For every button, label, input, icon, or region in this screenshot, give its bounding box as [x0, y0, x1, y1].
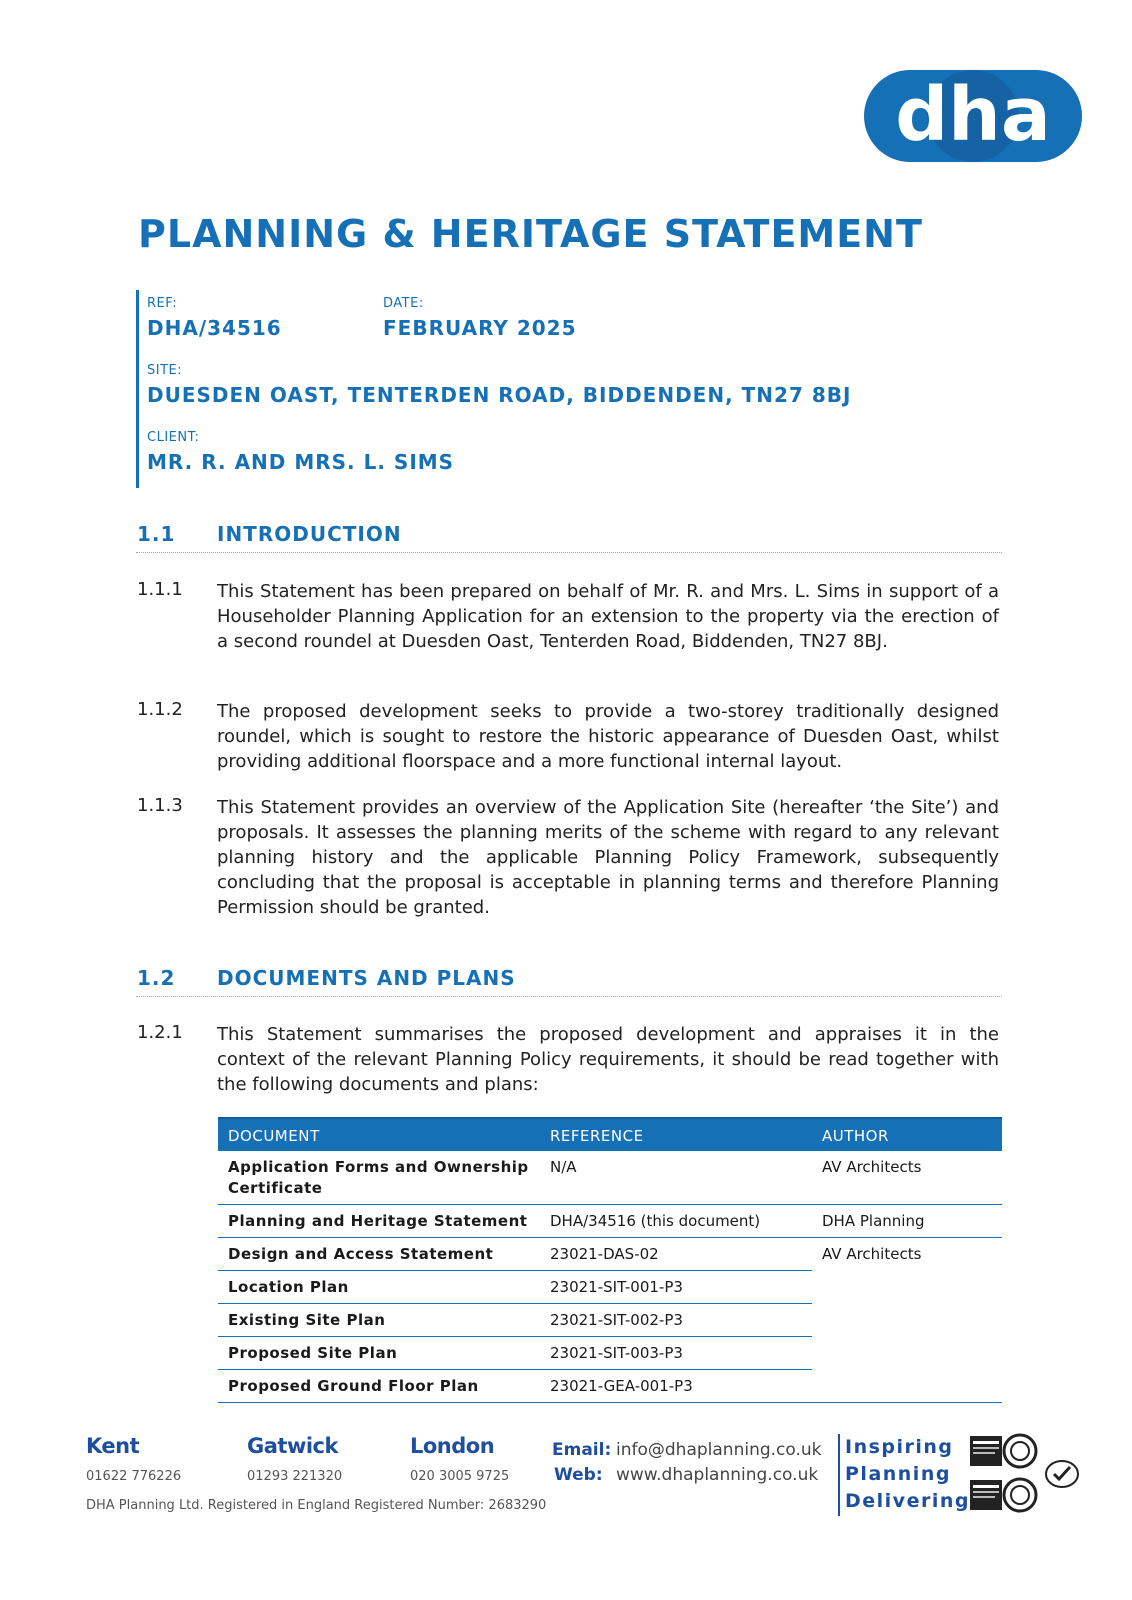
section-title: DOCUMENTS AND PLANS [217, 966, 516, 990]
column-header-author: AUTHOR [812, 1118, 1002, 1151]
ref-label: REF: [147, 296, 178, 311]
paragraph-number: 1.1.2 [137, 699, 183, 720]
document-cell: Application Forms and Ownership Certificate [218, 1151, 540, 1205]
tagline-inspiring: Inspiring [845, 1436, 954, 1458]
author-cell [812, 1304, 1002, 1337]
section-title: INTRODUCTION [217, 522, 402, 546]
paragraph-number: 1.1.3 [137, 795, 183, 816]
reference-cell: 23021-SIT-003-P3 [540, 1337, 812, 1370]
table-row [218, 1337, 1002, 1370]
date-value: FEBRUARY 2025 [383, 316, 577, 340]
office-name-kent: Kent [86, 1434, 140, 1458]
tagline-planning: Planning [845, 1463, 951, 1485]
ref-value: DHA/34516 [147, 316, 282, 340]
certification-badges-icon [970, 1432, 1080, 1516]
email-label: Email: [552, 1440, 612, 1460]
reference-cell: 23021-GEA-001-P3 [540, 1370, 812, 1403]
table-row [218, 1304, 1002, 1337]
registration-text: DHA Planning Ltd. Registered in England Registered Number: 2683290 [86, 1498, 547, 1513]
dha-logo [862, 68, 1084, 164]
author-cell: DHA Planning [812, 1205, 1002, 1238]
section-number: 1.2 [137, 966, 176, 990]
author-cell [812, 1370, 1002, 1403]
reference-cell: 23021-SIT-002-P3 [540, 1304, 812, 1337]
office-phone-gatwick: 01293 221320 [247, 1469, 343, 1484]
document-cell: Design and Access Statement [218, 1238, 540, 1271]
reference-cell: 23021-DAS-02 [540, 1238, 812, 1271]
client-label: CLIENT: [147, 430, 200, 445]
paragraph-text: The proposed development seeks to provide a two-storey traditionally designed roundel, which is sought to restore the historic appearance of Duesden Oast, whilst providing additional floorspace and a more functional internal layout. [217, 701, 999, 772]
author-cell: AV Architects [812, 1151, 1002, 1205]
author-cell [812, 1337, 1002, 1370]
paragraph-number: 1.2.1 [137, 1022, 183, 1043]
document-cell: Planning and Heritage Statement [218, 1205, 540, 1238]
tagline-delivering: Delivering [845, 1490, 970, 1512]
author-cell: AV Architects [822, 1245, 922, 1263]
web-link[interactable]: www.dhaplanning.co.uk [616, 1465, 819, 1485]
paragraph-text: This Statement provides an overview of the Application Site (hereafter ‘the Site’) and proposals. It assesses the planning merits of the scheme with regard to any relevant planning history and the applicable Planning Policy Framework, subsequently concluding that the proposal is acceptable in planning terms and therefore Planning Permission should be granted. [217, 797, 999, 918]
email-link[interactable]: info@dhaplanning.co.uk [616, 1440, 822, 1460]
document-cell: Location Plan [218, 1271, 540, 1304]
reference-cell: N/A [540, 1151, 812, 1205]
paragraph-number: 1.1.1 [137, 579, 183, 600]
table-header-row [218, 1118, 1002, 1151]
document-cell: Existing Site Plan [218, 1304, 540, 1337]
document-meta [136, 290, 1039, 488]
office-phone-kent: 01622 776226 [86, 1469, 182, 1484]
table-row [218, 1370, 1002, 1403]
author-cell [812, 1271, 1002, 1304]
section-heading-documents-and-plans [136, 962, 1002, 997]
table-row [218, 1271, 1002, 1304]
office-name-london: London [410, 1434, 495, 1458]
office-name-gatwick: Gatwick [247, 1434, 338, 1458]
document-cell: Proposed Ground Floor Plan [218, 1370, 540, 1403]
section-number: 1.1 [137, 522, 176, 546]
site-label: SITE: [147, 363, 183, 378]
paragraph-text: This Statement summarises the proposed development and appraises it in the context of the relevant Planning Policy requirements, it should be read together with the following documents and plans: [217, 1024, 999, 1095]
table-row [218, 1205, 1002, 1238]
table-row [218, 1238, 1002, 1271]
documents-table [218, 1117, 1002, 1403]
client-value: MR. R. AND MRS. L. SIMS [147, 450, 455, 474]
document-cell: Proposed Site Plan [218, 1337, 540, 1370]
site-value: DUESDEN OAST, TENTERDEN ROAD, BIDDENDEN, TN27 8BJ [147, 383, 852, 407]
office-phone-london: 020 3005 9725 [410, 1469, 510, 1484]
logo-text: dha [895, 72, 1051, 158]
section-heading-introduction [136, 518, 1002, 553]
date-label: DATE: [383, 296, 424, 311]
paragraph-text: This Statement has been prepared on behalf of Mr. R. and Mrs. L. Sims in support of a Householder Planning Application for an extension to the property via the erection of a second roundel at Duesden Oast, Tenterden Road, Biddenden, TN27 8BJ. [217, 581, 999, 652]
web-label: Web: [554, 1465, 603, 1485]
column-header-reference: REFERENCE [540, 1118, 812, 1151]
column-header-document: DOCUMENT [218, 1118, 540, 1151]
reference-cell: DHA/34516 (this document) [540, 1205, 812, 1238]
footer-divider [838, 1434, 840, 1516]
table-row [218, 1151, 1002, 1205]
reference-cell: 23021-SIT-001-P3 [540, 1271, 812, 1304]
document-title: PLANNING & HERITAGE STATEMENT [138, 212, 923, 256]
